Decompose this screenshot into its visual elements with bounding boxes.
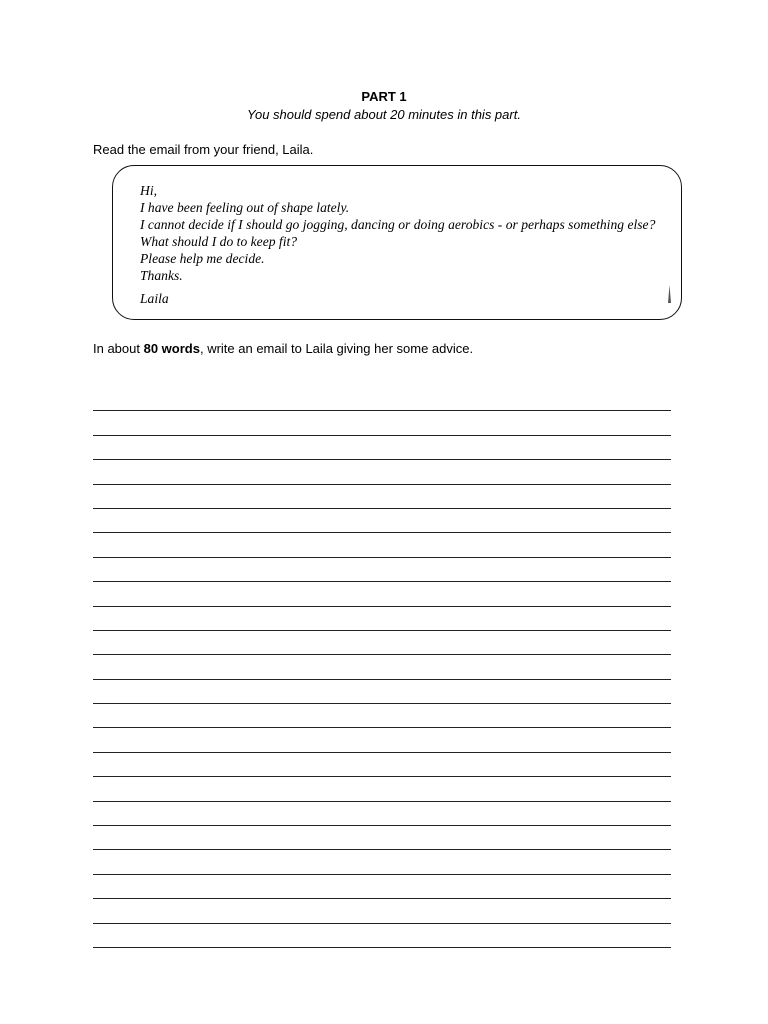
part-title: PART 1 [361,89,407,104]
writing-line[interactable] [93,704,671,728]
writing-line[interactable] [93,680,671,704]
quill-mark-icon [668,285,671,303]
writing-line[interactable] [93,509,671,533]
email-line: I have been feeling out of shape lately. [140,200,350,215]
email-line: Thanks. [140,268,183,283]
email-box [112,165,682,320]
writing-line[interactable] [93,558,671,582]
writing-line[interactable] [93,607,671,631]
writing-line[interactable] [93,411,671,435]
task-instruction [93,341,473,356]
writing-line[interactable] [93,582,671,606]
email-signature: Laila [140,291,169,306]
writing-line[interactable] [93,826,671,850]
task-suffix: , write an email to Laila giving her some advice. [199,341,474,356]
writing-line[interactable] [93,533,671,557]
writing-line[interactable] [93,753,671,777]
email-line: I cannot decide if I should go jogging, dancing or doing aerobics - or perhaps something else? [140,217,656,232]
email-line: What should I do to keep fit? [140,234,298,249]
writing-line[interactable] [93,924,671,948]
writing-line[interactable] [93,485,671,509]
writing-line[interactable] [93,728,671,752]
writing-line[interactable] [93,460,671,484]
writing-line[interactable] [93,777,671,801]
time-note: You should spend about 20 minutes in this part. [247,107,521,122]
email-line: Please help me decide. [140,251,265,266]
writing-line[interactable] [93,899,671,923]
writing-line[interactable] [93,387,671,411]
writing-line[interactable] [93,802,671,826]
writing-line[interactable] [93,850,671,874]
word-count: 80 words [143,341,200,356]
writing-line[interactable] [93,655,671,679]
writing-line[interactable] [93,631,671,655]
read-instruction: Read the email from your friend, Laila. [93,142,314,157]
writing-line[interactable] [93,436,671,460]
email-line: Hi, [140,183,157,198]
task-prefix: In about [93,341,144,356]
writing-line[interactable] [93,875,671,899]
answer-lines[interactable] [93,387,671,948]
